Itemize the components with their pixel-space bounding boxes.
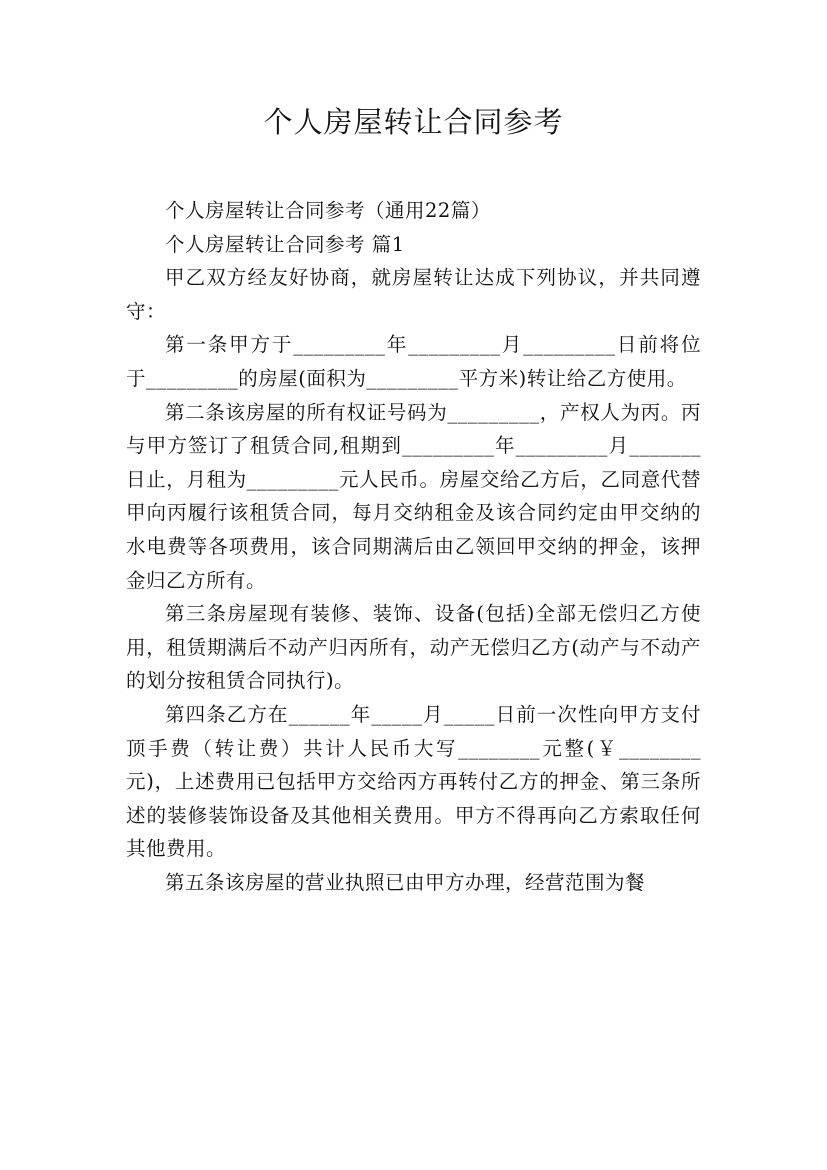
paragraph-heading: 个人房屋转让合同参考（通用22篇） [165, 199, 491, 222]
paragraph-article-5: 第五条该房屋的营业执照已由甲方办理，经营范围为餐 [165, 870, 646, 894]
paragraph-intro: 甲乙双方经友好协商，就房屋转让达成下列协议，并共同遵守： [126, 266, 701, 323]
document-body [126, 194, 701, 899]
paragraph-section-title: 个人房屋转让合同参考 篇1 [165, 232, 405, 256]
paragraph-article-1: 第一条甲方于_________年_________月_________日前将位于_________的房屋(面积为_________平方米)转让给乙方使用。 [126, 333, 701, 390]
document-title: 个人房屋转让合同参考 [263, 105, 564, 139]
paragraph-article-4: 第四条乙方在______年_____月_____日前一次性向甲方支付顶手费（转让费）共计人民币大写________元整(￥________元)，上述费用已包括甲方交给丙方再转付乙方的押金、第三条所述的装修装饰设备及其他相关费用。甲方不得再向乙方索取任何其他费用。 [126, 702, 701, 861]
paragraph-article-3: 第三条房屋现有装修、装饰、设备(包括)全部无偿归乙方使用，租赁期满后不动产归丙所有，动产无偿归乙方(动产与不动产的划分按租赁合同执行)。 [126, 602, 701, 693]
paragraph-article-2: 第二条该房屋的所有权证号码为_________，产权人为丙。丙与甲方签订了租赁合同,租期到_________年_________月_______日止，月租为_________元人民币。房屋交给乙方后，乙同意代替甲向丙履行该租赁合同，每月交纳租金及该合同约定由甲交纳的水电费等各项费用，该合同期满后由乙领回甲交纳的押金，该押金归乙方所有。 [126, 400, 701, 592]
